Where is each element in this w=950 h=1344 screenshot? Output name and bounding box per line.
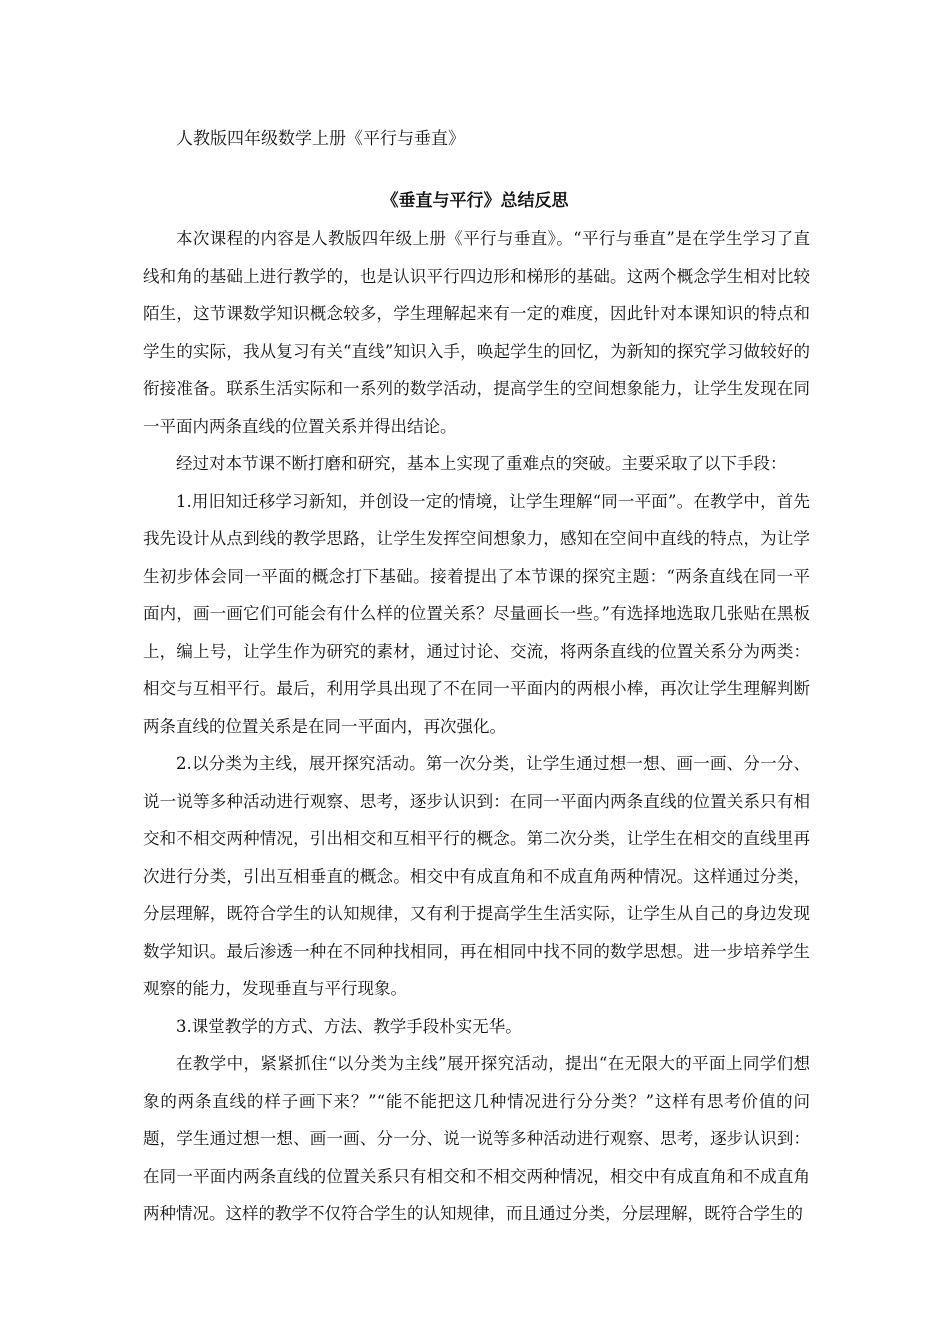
document-header: 人教版四年级数学上册《平行与垂直》	[176, 129, 465, 149]
paragraph-point-3: 3.课堂教学的方式、方法、教学手段朴实无华。	[176, 1016, 522, 1036]
paragraph-point-2: 2.以分类为主线，展开探究活动。第一次分类，让学生通过想一想、画一画、分一分、说一说等多种活动进行观察、思考，逐步认识到：在同一平面内两条直线的位置关系只有相交和不相交两种情况，引出相交和互相平行的概念。第二次分类，让学生在相交的直线里再次进行分类，引出互相垂直的概念。相交中有成直角和不成直角两种情况。这样通过分类，分层理解，既符合学生的认知规律，又有利于提高学生生活实际，让学生从自己的身边发现数学知识。最后渗透一种在不同种找相同，再在相同中找不同的数学思想。进一步培养学生观察的能力，发现垂直与平行现象。	[143, 754, 810, 998]
paragraph-summary: 经过对本节课不断打磨和研究，基本上实现了重难点的突破。主要采取了以下手段：	[176, 454, 787, 473]
paragraph-teaching: 在教学中，紧紧抓住“以分类为主线”展开探究活动，提出“在无限大的平面上同学们想象的两条直线的样子画下来？”“能不能把这几种情况进行分分类？”这样有思考价值的问题，学生通过想一想、画一画、分一分、说一说等多种活动进行观察、思考，逐步认识到：在同一平面内两条直线的位置关系只有相交和不相交两种情况，相交中有成直角和不成直角两种情况。这样的教学不仅符合学生的认知规律，而且通过分类，分层理解，既符合学生的	[143, 1054, 810, 1223]
paragraph-point-1: 1.用旧知迁移学习新知，并创设一定的情境，让学生理解“同一平面”。在教学中，首先我先设计从点到线的教学思路，让学生发挥空间想象力，感知在空间中直线的特点，为让学生初步体会同一平面的概念打下基础。接着提出了本节课的探究主题：“两条直线在同一平面内，画一画它们可能会有什么样的位置关系？尽量画长一些。”有选择地选取几张贴在黑板上，编上号，让学生作为研究的素材，通过讨论、交流，将两条直线的位置关系分为两类：相交与互相平行。最后，利用学具出现了不在同一平面内的两根小棒，再次让学生理解判断两条直线的位置关系是在同一平面内，再次强化。	[143, 491, 810, 736]
paragraph-intro: 本次课程的内容是人教版四年级上册《平行与垂直》。“平行与垂直”是在学生学习了直线和角的基础上进行教学的，也是认识平行四边形和梯形的基础。这两个概念学生相对比较陌生，这节课数学知识概念较多，学生理解起来有一定的难度，因此针对本课知识的特点和学生的实际，我从复习有关“直线”知识入手，唤起学生的回忆，为新知的探究学习做较好的衔接准备。联系生活实际和一系列的数学活动，提高学生的空间想象能力，让学生发现在同一平面内两条直线的位置关系并得出结论。	[143, 229, 810, 436]
document-body	[143, 220, 810, 1233]
document-title: 《垂直与平行》总结反思	[381, 191, 569, 211]
